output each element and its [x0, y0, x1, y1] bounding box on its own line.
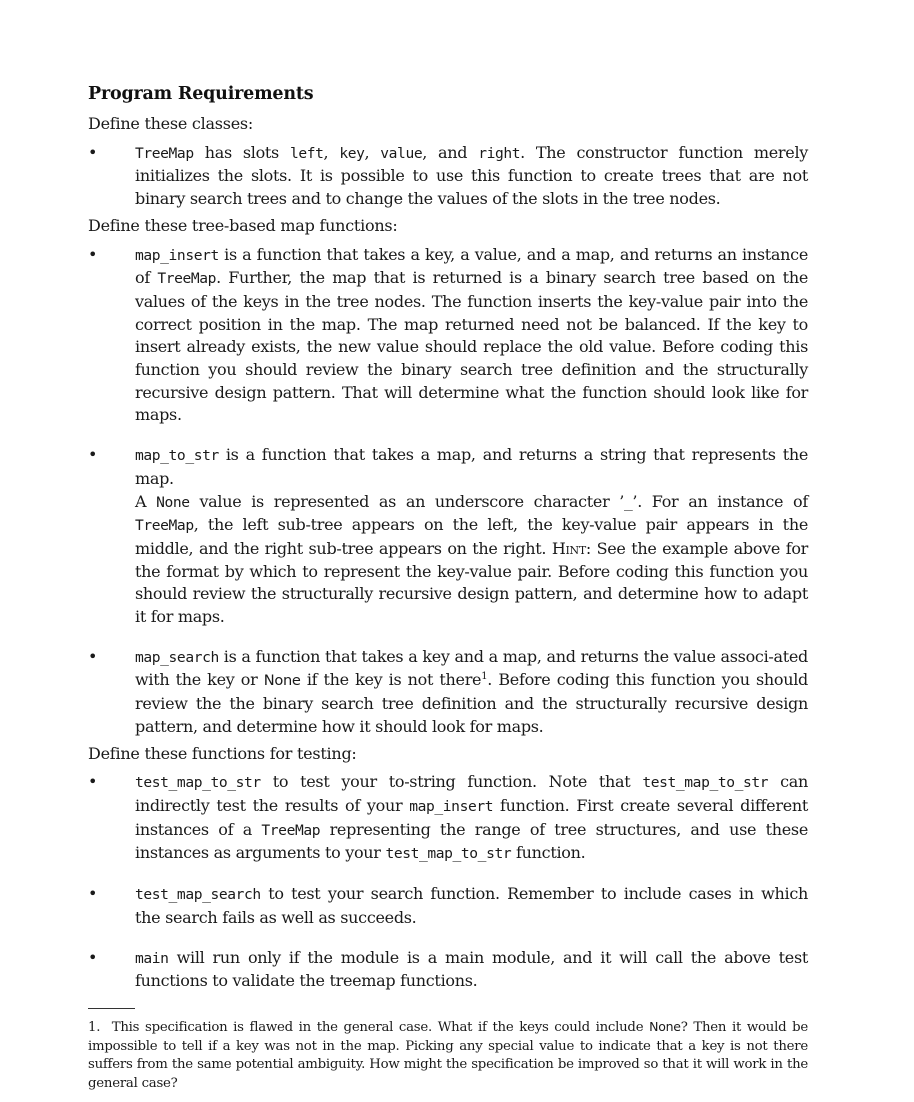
bullet: • [88, 772, 98, 792]
bullet: • [88, 445, 98, 465]
bullet: • [88, 244, 98, 264]
code-map-search: map_search [135, 648, 219, 666]
list-item-main: • main will run only if the module is a main module, and it will call the above test functions to validate the treemap functions. [88, 947, 808, 991]
list-item-treemap: • TreeMap has slots left, key, value, and right. The constructor function merely initializes the slots. It is possible to use this function to create trees that are not binary search trees and to change the values of the slots in the tree nodes. [88, 142, 809, 209]
bullet: • [88, 142, 98, 162]
code-map-insert: map_insert [135, 246, 219, 264]
code-main: main [135, 949, 169, 967]
list-item-map-insert: • map_insert is a function that takes a key, a value, and a map, and returns an instance of TreeMap. Further, the map that is returned is a binary search tree based on the values of the keys in the tree nodes. The function inserts the key-value pair into the correct position in the map. The map returned need not be balanced. If the key to insert already exists, the new value should replace the old value. Before coding this function you should review the binary search tree definition and the structurally recursive design pattern. That will determine what the function should look like for maps. [88, 244, 808, 425]
footnote-rule [88, 1008, 135, 1009]
code-test-map-search: test_map_search [135, 886, 261, 904]
intro-testing: Define these functions for testing: [88, 743, 357, 763]
intro-map-functions: Define these tree-based map functions: [88, 215, 398, 235]
list-item-test-map-to-str: • test_map_to_str to test your to-string function. Note that test_map_to_str can indirectly test the results of your map_insert function. First create several different instances of a TreeMap representing the range of tree structures, and use these instances as arguments to your test_map_to_str function. [88, 772, 808, 863]
footnote: 1. This specification is flawed in the general case. What if the keys could include None? Then it would be impossible to tell if a key was not in the map. Picking any special value to indicate that a key is not there suffers from the same potential ambiguity. How might the specification be improved so that it will work in the general case? [88, 1019, 808, 1091]
code-treemap: TreeMap [135, 144, 194, 162]
list-item-map-search: • map_search is a function that takes a key and a map, and returns the value associ-ated with the key or None if the key is not there$^1$. Before coding this function you should review the the binary search tree definition and the structurally recursive design pattern, and determine how it should look for maps. [88, 646, 808, 736]
footnote-marker[interactable]: 1 [481, 671, 488, 683]
list-item-map-to-str: • map_to_str is a function that takes a map, and returns a string that represents the map. A None value is represented as an underscore character ’_’. For an instance of TreeMap, the left sub-tree appears on the left, the key-value pair appears in the middle, and the right sub-tree appears on the right. Hint: See the example above for the format by which to represent the key-value pair. Before coding this function you should review the structurally recursive design pattern, and determine how to adapt it for maps. [88, 445, 808, 627]
section-heading: Program Requirements [88, 84, 314, 104]
page-content [88, 84, 808, 993]
code-test-map-to-str: test_map_to_str [135, 774, 261, 792]
intro-classes: Define these classes: [88, 114, 254, 133]
bullet: • [88, 947, 98, 967]
bullet: • [88, 646, 98, 666]
list-item-test-map-search: • test_map_search to test your search function. Remember to include cases in which the search fails as well as succeeds. [88, 884, 808, 927]
bullet: • [88, 884, 98, 904]
footnote-number: 1. [88, 1020, 101, 1035]
code-map-to-str: map_to_str [135, 447, 219, 465]
